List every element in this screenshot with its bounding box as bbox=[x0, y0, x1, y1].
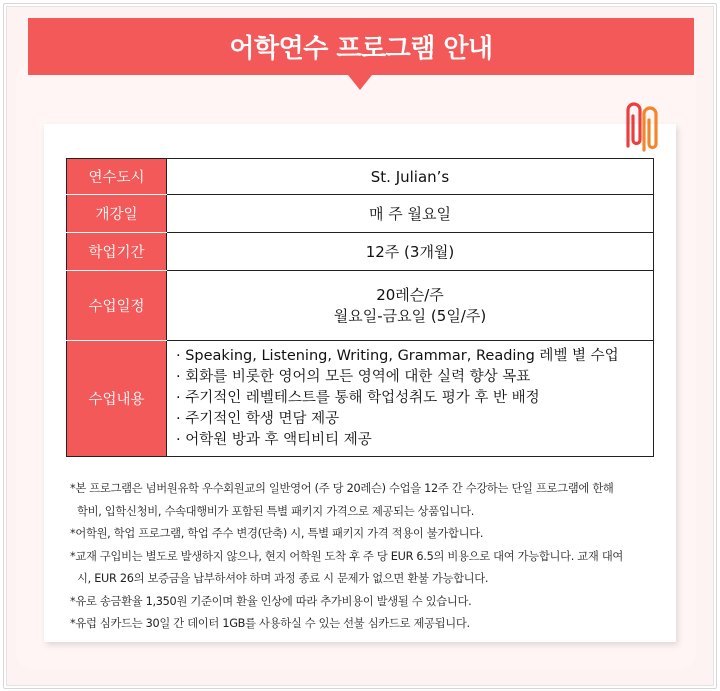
table-row bbox=[67, 271, 654, 341]
note-line: *어학원, 학업 프로그램, 학업 주수 변경(단축) 시, 특별 패키지 가격 적용이 불가합니다. bbox=[70, 527, 484, 540]
table-row bbox=[67, 159, 654, 195]
note-line: 시, EUR 26의 보증금을 납부하셔야 하며 과정 종료 시 문제가 없으면 환불 가능합니다. bbox=[77, 572, 489, 585]
schedule-line: 20레슨/주 bbox=[376, 285, 444, 304]
table-row bbox=[67, 195, 654, 233]
row-value-start-day: 매 주 월요일 bbox=[167, 195, 654, 233]
content-bullet: · 주기적인 레벨테스트를 통해 학업성취도 평가 후 반 배정 bbox=[176, 390, 540, 406]
row-label-start-day: 개강일 bbox=[67, 195, 167, 233]
header-banner bbox=[28, 18, 694, 75]
row-label-schedule: 수업일정 bbox=[67, 271, 167, 341]
note-line: *본 프로그램은 넘버원유학 우수회원교의 일반영어 (주 당 20레슨) 수업을 12주 간 수강하는 단일 프로그램에 한해 bbox=[70, 482, 614, 495]
row-value-content bbox=[167, 341, 654, 457]
banner-pointer bbox=[348, 75, 372, 90]
row-label-city: 연수도시 bbox=[67, 159, 167, 195]
row-value-schedule bbox=[167, 271, 654, 341]
content-bullet: · 회화를 비롯한 영어의 모든 영역에 대한 실력 향상 목표 bbox=[176, 369, 531, 385]
paperclip-icon bbox=[616, 96, 666, 156]
table-row bbox=[67, 233, 654, 271]
row-value-duration: 12주 (3개월) bbox=[167, 233, 654, 271]
note-line: *유럽 심카드는 30일 간 데이터 1GB를 사용하실 수 있는 선불 심카드로 제공됩니다. bbox=[70, 617, 470, 630]
table-row bbox=[67, 341, 654, 457]
row-label-content: 수업내용 bbox=[67, 341, 167, 457]
note-line: *교재 구입비는 별도로 발생하지 않으나, 현지 어학원 도착 후 주 당 EUR 6.5의 비용으로 대여 가능합니다. 교재 대여 bbox=[70, 549, 624, 563]
note-line: *유로 송금환율 1,350원 기준이며 환율 인상에 따라 추가비용이 발생될 수 있습니다. bbox=[70, 594, 472, 608]
note-line: 학비, 입학신청비, 수속대행비가 포함된 특별 패키지 가격으로 제공되는 상품입니다. bbox=[77, 504, 475, 518]
schedule-line: 월요일-금요일 (5일/주) bbox=[333, 306, 487, 325]
content-bullet: · Speaking, Listening, Writing, Grammar, Reading 레벨 별 수업 bbox=[176, 348, 619, 364]
content-bullet: · 어학원 방과 후 액티비티 제공 bbox=[176, 432, 372, 448]
row-label-duration: 학업기간 bbox=[67, 233, 167, 271]
content-bullet: · 주기적인 학생 면담 제공 bbox=[176, 411, 340, 427]
row-value-city: St. Julian’s bbox=[167, 159, 654, 195]
page-title: 어학연수 프로그램 안내 bbox=[229, 34, 493, 64]
program-info-table bbox=[66, 158, 654, 457]
notes-section bbox=[70, 478, 660, 636]
